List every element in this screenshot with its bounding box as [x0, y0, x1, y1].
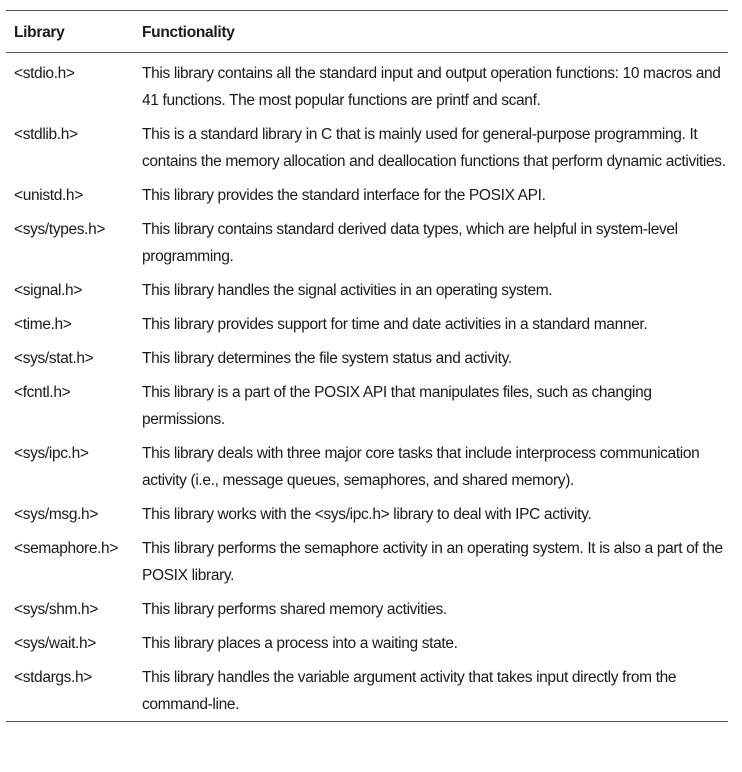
- functionality-cell: This library is a part of the POSIX API that manipulates files, such as changing permissions.: [142, 384, 652, 428]
- functionality-cell: This library handles the variable argument activity that takes input directly from the command-line.: [142, 669, 677, 713]
- table-row: [6, 117, 728, 178]
- table-row: [6, 178, 728, 212]
- functionality-cell: This library deals with three major core tasks that include interprocess communication activity (i.e., message queues, semaphores, and shared memory).: [142, 445, 700, 489]
- library-cell: <sys/ipc.h>: [14, 445, 89, 462]
- library-cell: <stdio.h>: [14, 65, 75, 82]
- table-header: [6, 11, 728, 53]
- table-row: [6, 626, 728, 660]
- table-row: [6, 531, 728, 592]
- table-row: [6, 592, 728, 626]
- functionality-cell: This library provides the standard interface for the POSIX API.: [142, 187, 546, 204]
- table-row: [6, 497, 728, 531]
- functionality-cell: This library performs shared memory activities.: [142, 601, 447, 618]
- functionality-cell: This library provides support for time and date activities in a standard manner.: [142, 316, 648, 333]
- functionality-cell: This is a standard library in C that is mainly used for general-purpose programming. It contains the memory allocation and deallocation functions that perform dynamic activities.: [142, 126, 726, 170]
- library-cell: <fcntl.h>: [14, 384, 71, 401]
- library-cell: <unistd.h>: [14, 187, 83, 204]
- table-row: [6, 307, 728, 341]
- library-table: [6, 10, 728, 722]
- table-body: [6, 53, 728, 722]
- header-functionality: Functionality: [142, 24, 235, 41]
- library-cell: <stdargs.h>: [14, 669, 93, 686]
- functionality-cell: This library works with the <sys/ipc.h> library to deal with IPC activity.: [142, 506, 592, 523]
- library-cell: <semaphore.h>: [14, 540, 119, 557]
- table-row: [6, 660, 728, 722]
- library-cell: <signal.h>: [14, 282, 83, 299]
- library-cell: <sys/shm.h>: [14, 601, 99, 618]
- header-row: [6, 11, 728, 53]
- table-row: [6, 375, 728, 436]
- table-row: [6, 53, 728, 118]
- header-library: Library: [14, 24, 65, 41]
- functionality-cell: This library handles the signal activities in an operating system.: [142, 282, 553, 299]
- library-cell: <sys/stat.h>: [14, 350, 94, 367]
- table-row: [6, 436, 728, 497]
- library-cell: <sys/msg.h>: [14, 506, 99, 523]
- library-cell: <stdlib.h>: [14, 126, 78, 143]
- library-cell: <sys/types.h>: [14, 221, 106, 238]
- functionality-cell: This library determines the file system status and activity.: [142, 350, 512, 367]
- table-row: [6, 341, 728, 375]
- table-row: [6, 212, 728, 273]
- functionality-cell: This library places a process into a waiting state.: [142, 635, 458, 652]
- library-cell: <time.h>: [14, 316, 72, 333]
- library-cell: <sys/wait.h>: [14, 635, 96, 652]
- table-row: [6, 273, 728, 307]
- functionality-cell: This library contains all the standard input and output operation functions: 10 macros and 41 functions. The most popular functions are printf and scanf.: [142, 65, 721, 109]
- functionality-cell: This library contains standard derived data types, which are helpful in system-level programming.: [142, 221, 678, 265]
- functionality-cell: This library performs the semaphore activity in an operating system. It is also a part of the POSIX library.: [142, 540, 723, 584]
